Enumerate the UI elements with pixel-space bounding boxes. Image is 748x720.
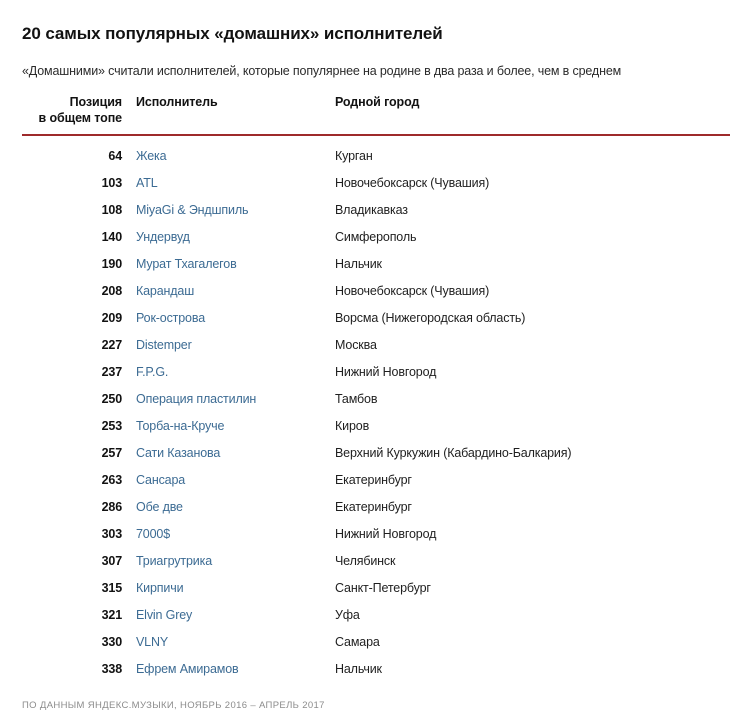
cell-position: 190 — [101, 257, 122, 271]
table-row — [0, 308, 748, 335]
cell-artist-link[interactable]: Карандаш — [136, 284, 195, 298]
column-header-position-line2: в общем топе — [38, 111, 122, 125]
cell-city: Екатеринбург — [335, 500, 412, 514]
cell-position: 208 — [101, 284, 122, 298]
cell-position: 250 — [101, 392, 122, 406]
table-body — [0, 146, 748, 686]
cell-position: 209 — [101, 311, 122, 325]
cell-position: 103 — [101, 176, 122, 190]
cell-position: 108 — [101, 203, 122, 217]
cell-position: 253 — [101, 419, 122, 433]
column-header-city: Родной город — [335, 95, 420, 109]
cell-position: 303 — [101, 527, 122, 541]
cell-artist-link[interactable]: Ефрем Амирамов — [136, 662, 239, 676]
cell-city: Нальчик — [335, 257, 382, 271]
table-row — [0, 497, 748, 524]
cell-city: Тамбов — [335, 392, 378, 406]
cell-artist-link[interactable]: Сансара — [136, 473, 186, 487]
header-divider — [22, 134, 730, 136]
table-row — [0, 470, 748, 497]
cell-artist-link[interactable]: Триагрутрика — [136, 554, 212, 568]
cell-position: 140 — [101, 230, 122, 244]
table-row — [0, 227, 748, 254]
table-row — [0, 335, 748, 362]
cell-artist-link[interactable]: Кирпичи — [136, 581, 184, 595]
page-title: 20 самых популярных «домашних» исполнителей — [22, 24, 443, 44]
table-row — [0, 389, 748, 416]
cell-city: Нижний Новгород — [335, 365, 437, 379]
cell-position: 227 — [101, 338, 122, 352]
cell-city: Новочебоксарск (Чувашия) — [335, 176, 490, 190]
cell-city: Москва — [335, 338, 377, 352]
cell-artist-link[interactable]: ATL — [136, 176, 158, 190]
column-header-position — [22, 94, 122, 126]
table-row — [0, 281, 748, 308]
table-row — [0, 632, 748, 659]
cell-artist-link[interactable]: Обе две — [136, 500, 183, 514]
cell-city: Нижний Новгород — [335, 527, 437, 541]
cell-artist-link[interactable]: Сати Казанова — [136, 446, 221, 460]
table-row — [0, 416, 748, 443]
cell-city: Новочебоксарск (Чувашия) — [335, 284, 490, 298]
cell-artist-link[interactable]: Ундервуд — [136, 230, 190, 244]
cell-artist-link[interactable]: MiyaGi & Эндшпиль — [136, 203, 249, 217]
table-row — [0, 254, 748, 281]
cell-city: Санкт-Петербург — [335, 581, 431, 595]
table-row — [0, 362, 748, 389]
table-row — [0, 200, 748, 227]
cell-position: 286 — [101, 500, 122, 514]
cell-position: 257 — [101, 446, 122, 460]
cell-city: Ворсма (Нижегородская область) — [335, 311, 526, 325]
cell-position: 307 — [101, 554, 122, 568]
source-footnote: ПО ДАННЫМ ЯНДЕКС.МУЗЫКИ, НОЯБРЬ 2016 – АПРЕЛЬ 2017 — [22, 700, 325, 711]
cell-artist-link[interactable]: Elvin Grey — [136, 608, 193, 622]
cell-city: Челябинск — [335, 554, 396, 568]
table-row — [0, 551, 748, 578]
cell-artist-link[interactable]: VLNY — [136, 635, 169, 649]
cell-position: 315 — [101, 581, 122, 595]
page-subtitle: «Домашними» считали исполнителей, которые популярнее на родине в два раза и более, чем в среднем — [22, 63, 622, 78]
cell-city: Нальчик — [335, 662, 382, 676]
column-header-position-line1: Позиция — [69, 95, 122, 109]
table-header-row — [0, 94, 748, 134]
cell-position: 263 — [101, 473, 122, 487]
cell-artist-link[interactable]: F.P.G. — [136, 365, 169, 379]
cell-position: 338 — [101, 662, 122, 676]
cell-artist-link[interactable]: Жека — [136, 149, 167, 163]
table-row — [0, 578, 748, 605]
cell-position: 330 — [101, 635, 122, 649]
cell-city: Владикавказ — [335, 203, 408, 217]
cell-city: Екатеринбург — [335, 473, 412, 487]
cell-city: Курган — [335, 149, 373, 163]
cell-artist-link[interactable]: Мурат Тхагалегов — [136, 257, 237, 271]
cell-city: Самара — [335, 635, 380, 649]
table-row — [0, 605, 748, 632]
table-row — [0, 146, 748, 173]
table-row — [0, 659, 748, 686]
cell-position: 237 — [101, 365, 122, 379]
cell-city: Верхний Куркужин (Кабардино-Балкария) — [335, 446, 572, 460]
cell-city: Киров — [335, 419, 370, 433]
cell-city: Уфа — [335, 608, 360, 622]
cell-artist-link[interactable]: Торба-на-Круче — [136, 419, 225, 433]
cell-artist-link[interactable]: Рок-острова — [136, 311, 206, 325]
cell-position: 321 — [101, 608, 122, 622]
cell-city: Симферополь — [335, 230, 417, 244]
cell-artist-link[interactable]: Операция пластилин — [136, 392, 257, 406]
table-row — [0, 173, 748, 200]
table-row — [0, 524, 748, 551]
cell-artist-link[interactable]: Distemper — [136, 338, 192, 352]
cell-position: 64 — [108, 149, 122, 163]
column-header-artist: Исполнитель — [136, 95, 218, 109]
cell-artist-link[interactable]: 7000$ — [136, 527, 171, 541]
table-row — [0, 443, 748, 470]
